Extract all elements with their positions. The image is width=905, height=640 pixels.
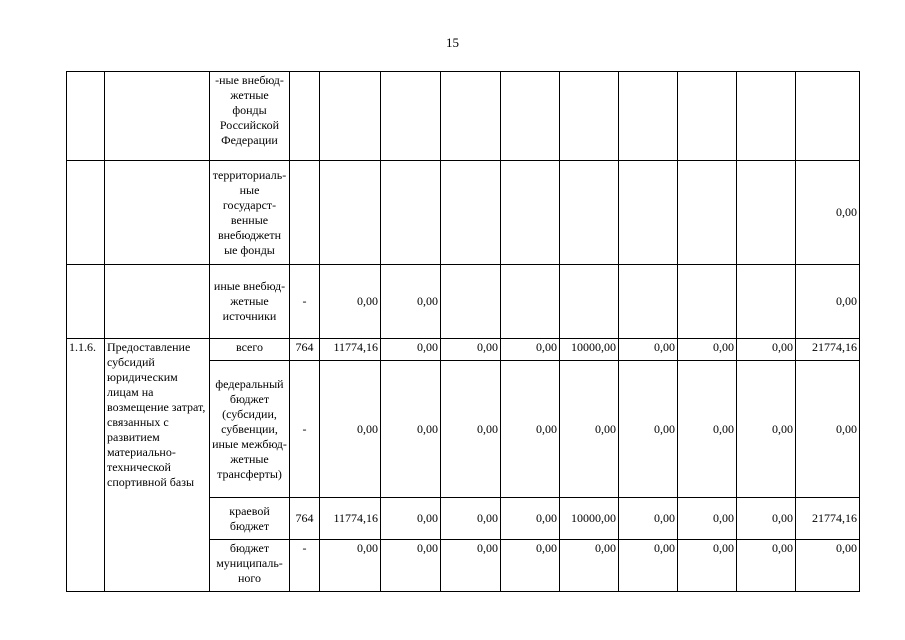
- code-cell: 764: [290, 498, 320, 540]
- table-row: [67, 339, 860, 361]
- value-cell: 0,00: [381, 339, 441, 361]
- value-cell: [381, 161, 441, 265]
- value-cell: [619, 72, 678, 161]
- value-cell: 21774,16: [796, 498, 860, 540]
- table-row: [67, 265, 860, 339]
- value-cell: 0,00: [501, 339, 560, 361]
- value-cell: [320, 161, 381, 265]
- funding-source-cell: бюджет муниципаль-ного: [210, 540, 290, 592]
- value-cell: 0,00: [796, 265, 860, 339]
- value-cell: 0,00: [737, 339, 796, 361]
- value-cell: [441, 161, 501, 265]
- row-number-cell: [67, 161, 105, 265]
- row-name-cell: [105, 161, 210, 265]
- code-cell: -: [290, 265, 320, 339]
- code-cell: 764: [290, 339, 320, 361]
- value-cell: 0,00: [560, 540, 619, 592]
- value-cell: 0,00: [678, 339, 737, 361]
- value-cell: 0,00: [501, 361, 560, 498]
- funding-source-cell: -ные внебюд-жетные фонды Российской Федерации: [210, 72, 290, 161]
- value-cell: 0,00: [737, 498, 796, 540]
- value-cell: 0,00: [560, 361, 619, 498]
- table-row: [67, 72, 860, 161]
- value-cell: 0,00: [501, 498, 560, 540]
- value-cell: [501, 265, 560, 339]
- funding-source-cell: иные внебюд-жетные источники: [210, 265, 290, 339]
- value-cell: [560, 265, 619, 339]
- value-cell: [560, 72, 619, 161]
- row-number-cell: 1.1.6.: [67, 339, 105, 592]
- value-cell: 10000,00: [560, 498, 619, 540]
- value-cell: 0,00: [678, 498, 737, 540]
- value-cell: [619, 265, 678, 339]
- code-cell: -: [290, 361, 320, 498]
- value-cell: 0,00: [737, 540, 796, 592]
- row-number-cell: [67, 72, 105, 161]
- page-number: 15: [446, 35, 459, 50]
- value-cell: 0,00: [441, 339, 501, 361]
- value-cell: 0,00: [441, 540, 501, 592]
- value-cell: 0,00: [619, 498, 678, 540]
- value-cell: [678, 161, 737, 265]
- value-cell: 0,00: [441, 498, 501, 540]
- value-cell: 11774,16: [320, 339, 381, 361]
- row-name-cell: [105, 72, 210, 161]
- code-cell: [290, 72, 320, 161]
- value-cell: 0,00: [501, 540, 560, 592]
- value-cell: 0,00: [381, 265, 441, 339]
- value-cell: [796, 72, 860, 161]
- value-cell: 0,00: [619, 540, 678, 592]
- value-cell: [678, 72, 737, 161]
- value-cell: [441, 72, 501, 161]
- value-cell: [737, 72, 796, 161]
- value-cell: 0,00: [320, 540, 381, 592]
- value-cell: [560, 161, 619, 265]
- funding-source-cell: территориаль-ные государст-венные внебюджетн ые фонды: [210, 161, 290, 265]
- value-cell: 0,00: [619, 339, 678, 361]
- value-cell: 0,00: [320, 265, 381, 339]
- value-cell: [501, 72, 560, 161]
- value-cell: 21774,16: [796, 339, 860, 361]
- funding-source-cell: федеральный бюджет (субсидии, субвенции, иные межбюд-жетные трансферты): [210, 361, 290, 498]
- value-cell: 0,00: [737, 361, 796, 498]
- code-cell: [290, 161, 320, 265]
- value-cell: 0,00: [441, 361, 501, 498]
- value-cell: 0,00: [796, 540, 860, 592]
- value-cell: 0,00: [678, 540, 737, 592]
- code-cell: -: [290, 540, 320, 592]
- value-cell: [619, 161, 678, 265]
- value-cell: [441, 265, 501, 339]
- value-cell: 11774,16: [320, 498, 381, 540]
- value-cell: 0,00: [381, 498, 441, 540]
- budget-table: [66, 71, 860, 592]
- value-cell: [501, 161, 560, 265]
- value-cell: 0,00: [381, 540, 441, 592]
- value-cell: [737, 161, 796, 265]
- row-name-cell: [105, 265, 210, 339]
- table-row: [67, 161, 860, 265]
- value-cell: [381, 72, 441, 161]
- value-cell: [737, 265, 796, 339]
- row-name-cell: Предоставление субсидий юридическим лицам на возмещение затрат, связанных с развитием материально-технической спортивной базы: [105, 339, 210, 592]
- value-cell: 0,00: [381, 361, 441, 498]
- value-cell: 0,00: [678, 361, 737, 498]
- value-cell: [678, 265, 737, 339]
- row-number-cell: [67, 265, 105, 339]
- value-cell: 10000,00: [560, 339, 619, 361]
- value-cell: 0,00: [796, 361, 860, 498]
- funding-source-cell: всего: [210, 339, 290, 361]
- value-cell: [320, 72, 381, 161]
- funding-source-cell: краевой бюджет: [210, 498, 290, 540]
- value-cell: 0,00: [796, 161, 860, 265]
- value-cell: 0,00: [619, 361, 678, 498]
- value-cell: 0,00: [320, 361, 381, 498]
